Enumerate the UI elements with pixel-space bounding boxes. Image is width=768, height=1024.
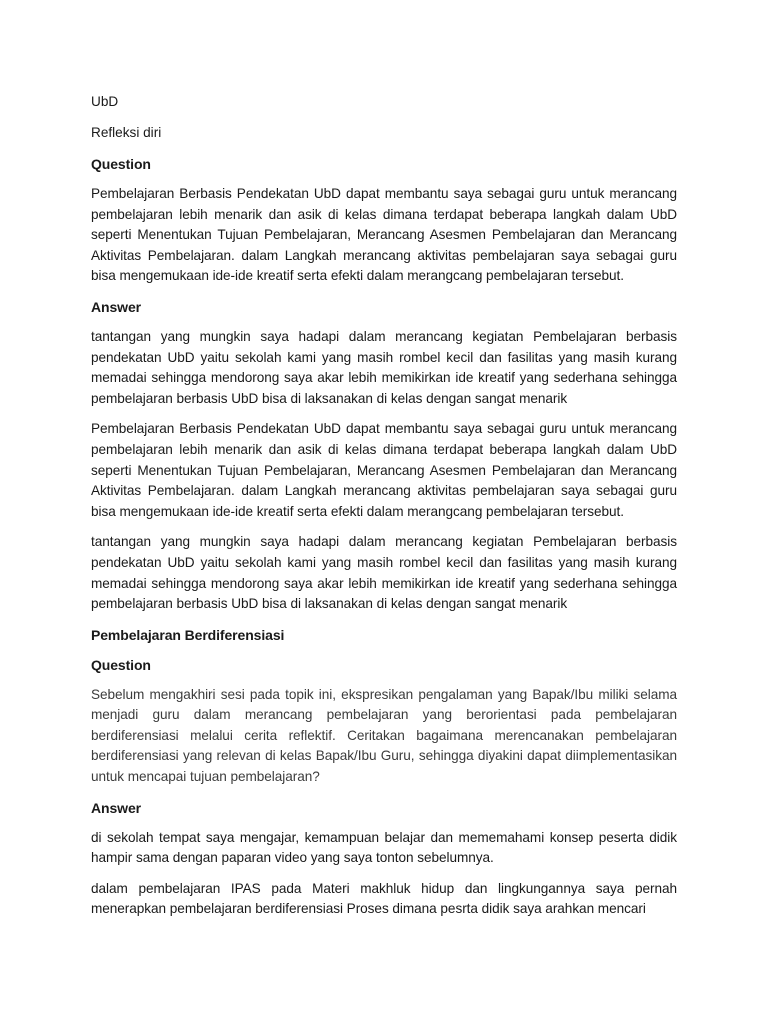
answer-heading: Answer — [91, 298, 141, 315]
document-subtitle: Refleksi diri — [91, 125, 162, 140]
section-title: Pembelajaran Berdiferensiasi — [91, 626, 285, 643]
document-title: UbD — [91, 94, 119, 109]
document-page — [91, 92, 677, 920]
answer-paragraph: tantangan yang mungkin saya hadapi dalam merancang kegiatan Pembelajaran berbasis pendekatan UbD yaitu sekolah kami yang masih rombel kecil dan fasilitas yang masih kurang memadai sehingga mendorong saya akar lebih memikirkan ide kreatif yang sederhana sehingga pembelajaran berbasis UbD bisa di laksanakan di kelas dengan sangat menarik — [91, 328, 677, 406]
question-paragraph: Pembelajaran Berbasis Pendekatan UbD dapat membantu saya sebagai guru untuk merancang pembelajaran lebih menarik dan asik di kelas dimana terdapat beberapa langkah dalam UbD seperti Menentukan Tujuan Pembelajaran, Merancang Asesmen Pembelajaran dan Merancang Aktivitas Pembelajaran. dalam Langkah merancang aktivitas pembelajaran saya sebagai guru bisa mengemukaan ide-ide kreatif serta efekti dalam merangcang pembelajaran tersebut. — [91, 186, 677, 284]
answer-paragraph: tantangan yang mungkin saya hadapi dalam merancang kegiatan Pembelajaran berbasis pendekatan UbD yaitu sekolah kami yang masih rombel kecil dan fasilitas yang masih kurang memadai sehingga mendorong saya akar lebih memikirkan ide kreatif yang sederhana sehingga pembelajaran berbasis UbD bisa di laksanakan di kelas dengan sangat menarik — [91, 534, 677, 612]
question-heading: Question — [91, 156, 151, 172]
question-heading: Question — [91, 656, 151, 673]
answer-heading: Answer — [91, 799, 141, 816]
answer-paragraph: di sekolah tempat saya mengajar, kemampuan belajar dan mememahami konsep peserta didik hampir sama dengan paparan video yang saya tonton sebelumnya. — [91, 829, 677, 866]
answer-paragraph: Pembelajaran Berbasis Pendekatan UbD dapat membantu saya sebagai guru untuk merancang pembelajaran lebih menarik dan asik di kelas dimana terdapat beberapa langkah dalam UbD seperti Menentukan Tujuan Pembelajaran, Merancang Asesmen Pembelajaran dan Merancang Aktivitas Pembelajaran. dalam Langkah merancang aktivitas pembelajaran saya sebagai guru bisa mengemukaan ide-ide kreatif serta efekti dalam merangcang pembelajaran tersebut. — [91, 421, 677, 519]
question-paragraph: Sebelum mengakhiri sesi pada topik ini, ekspresikan pengalaman yang Bapak/Ibu miliki selama menjadi guru dalam merancang pembelajaran yang berorientasi pada pembelajaran berdiferensiasi melalui cerita reflektif. Ceritakan bagaimana merencanakan pembelajaran berdiferensiasi yang relevan di kelas Bapak/Ibu Guru, sehingga diyakini dapat diimplementasikan untuk mencapai tujuan pembelajaran? — [91, 686, 677, 785]
answer-paragraph: dalam pembelajaran IPAS pada Materi makhluk hidup dan lingkungannya saya pernah menerapkan pembelajaran berdiferensiasi Proses dimana pesrta didik saya arahkan mencari — [91, 880, 677, 917]
